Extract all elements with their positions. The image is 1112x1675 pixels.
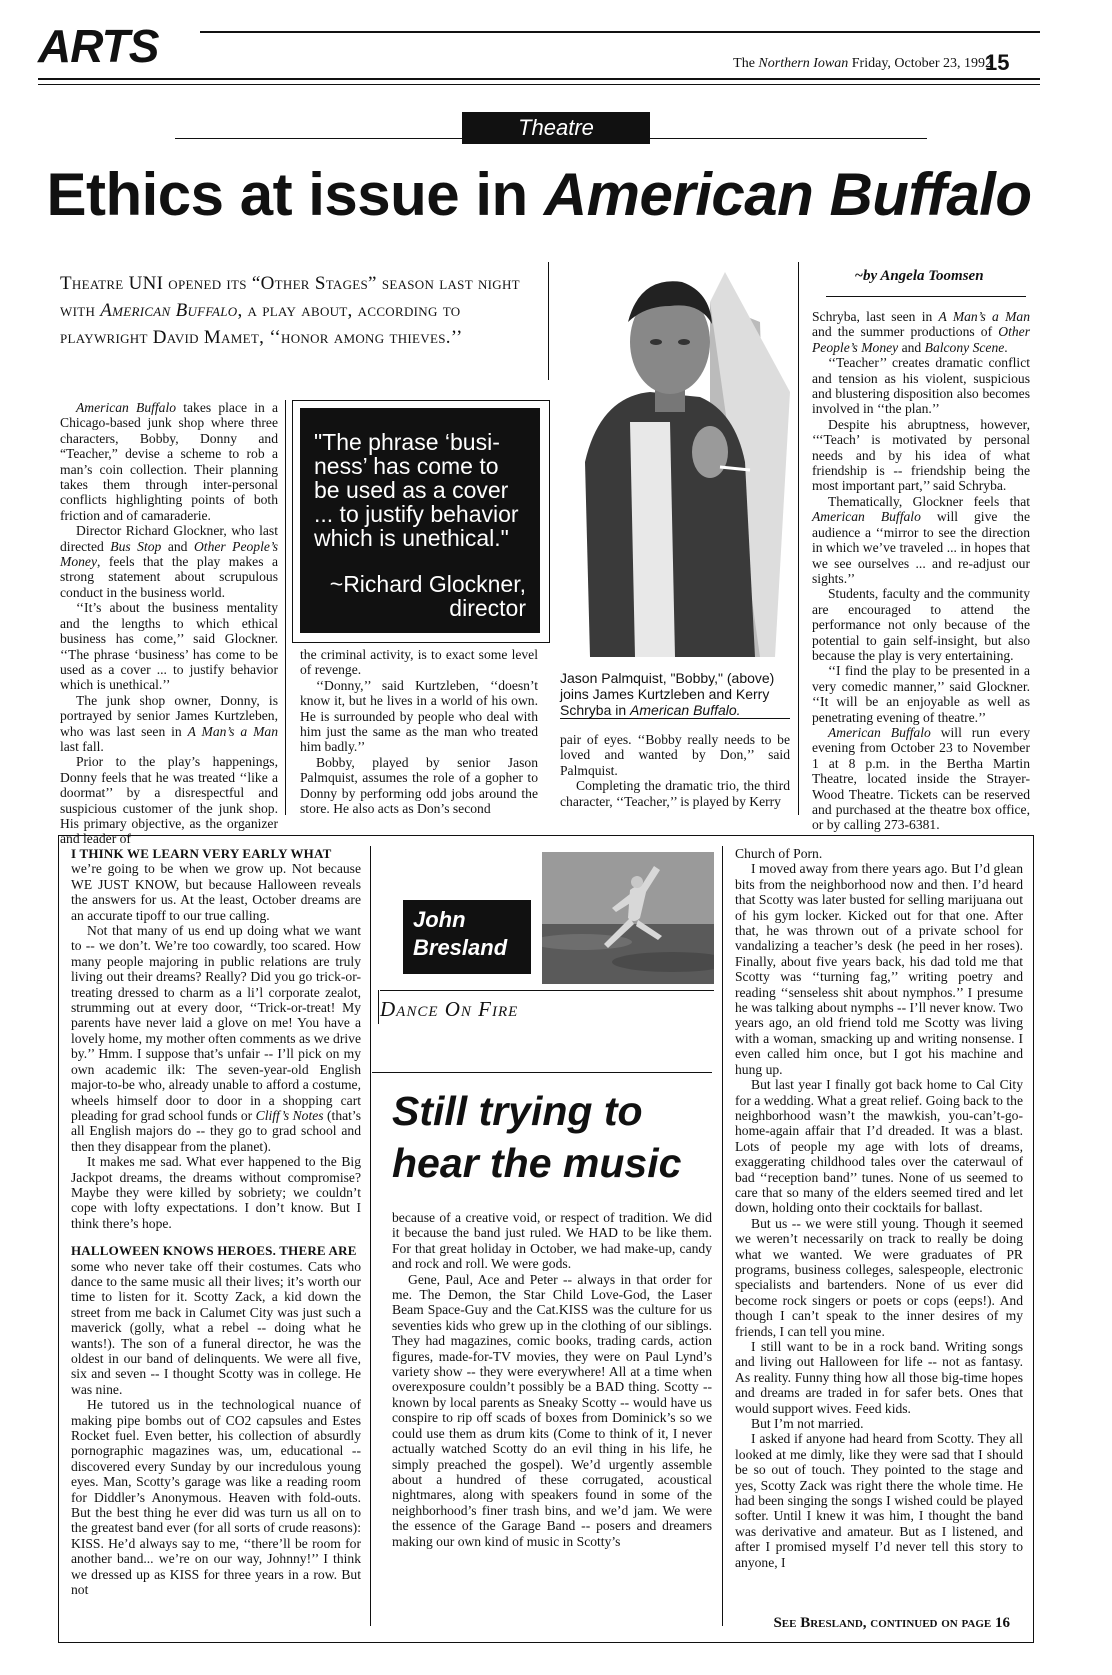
section-title: ARTS <box>38 20 159 72</box>
paragraph: because of a creative void, or respect of tradition. We did it because the band just ruled. We HAD to be like them. For that great holiday in October, we had make-up, candy and rock and roll. We were gods. <box>392 1210 712 1272</box>
paragraph: I asked if anyone had heard from Scotty. They all looked at me dimly, like they were sad that I should be so out of touch. They pointed to the stage and yes, Scotty Zack was right there the whole time. He had been singing the songs I wished could be played softer. Until I knew it was him, I thought the band was derivative and amateur. But as I listened, and after I promised myself I’d never tell this story to anyone, I <box>735 1431 1023 1570</box>
pull-quote-text: "The phrase ‘busi-ness’ has come to be used as a cover ... to justify behavior which is unethical." <box>314 429 519 551</box>
column-rule <box>548 262 549 380</box>
column-rule <box>285 400 286 815</box>
column-name: Dance On Fire <box>380 997 519 1021</box>
paragraph: American Buffalo will run every evening from October 23 to November 1 at 8 p.m. in the Bertha Martin Theatre, located inside the Strayer-Wood Theatre. Tickets can be reserved and purchased at the theatre box office, or by calling 273-6381. <box>812 724 1030 833</box>
actor-photo <box>560 262 790 657</box>
column-name-rule <box>380 990 714 991</box>
theatre-column-2 <box>300 647 538 816</box>
paragraph: It makes me sad. What ever happened to the Big Jackpot dreams, the dreams without compromise? Maybe they were killed by sobriety; we couldn’t cope with lofty expectations. I don’t know. But I think there’s hope. <box>71 1154 361 1231</box>
theatre-column-3 <box>560 732 790 809</box>
paragraph: some who never take off their costumes. Cats who dance to the same music all their lives; it’s worth our time to listen for it. Scotty Zack, a kid down the street from me back in Calumet City was just such a maverick (golly, what a rebel -- doing what he wants!). The son of a funeral director, he was the oldest in our band of delinquents. We were all five, six and seven -- I thought Scotty was in college. He was nine. <box>71 1258 361 1397</box>
column-rule <box>722 846 723 1626</box>
theatre-deck: Theatre UNI opened its “Other Stages” season last night with American Buffalo, a play about, according to playwright David Mamet, ‘‘honor among thieves.’’ <box>60 273 520 348</box>
paragraph: Bobby, played by senior Jason Palmquist, assumes the role of a gopher to Donny by performing odd jobs around the store. He also acts as Don’s second <box>300 754 538 817</box>
photo-caption: Jason Palmquist, "Bobby," (above) joins James Kurtzleben and Kerry Schryba in American Buffalo. <box>560 670 775 718</box>
bresland-column-1 <box>71 846 361 1598</box>
byline: ~by Angela Toomsen <box>854 268 984 284</box>
dancer-in-field-photo <box>542 852 714 984</box>
paragraph: ‘‘It’s about the business mentality and the lengths to which ethical business has come,’’ said Glockner. ‘‘The phrase ‘business’ has come to be used as a cover ... to justify behavior which is unethical.’’ <box>60 600 278 693</box>
paragraph: Students, faculty and the community are encouraged to attend the performance not only because of the potential to gain self-insight, but also because the play is very entertaining. <box>812 586 1030 663</box>
byline-rule <box>826 296 1026 297</box>
bresland-column-3 <box>735 846 1023 1570</box>
paragraph: ‘‘Donny,’’ said Kurtzleben, ‘‘doesn’t know it, but he lives in a world of his own. He is surrounded by people who deal with him just the same as the man who treated him badly.’’ <box>300 677 538 755</box>
paragraph: ‘‘Teacher’’ creates dramatic conflict and tension as his violent, suspicious and blustering disposition also becomes involved in ‘‘the plan.’’ <box>812 355 1030 417</box>
column-headline: Still trying to hear the music <box>392 1088 682 1186</box>
masthead: The Northern Iowan Friday, October 23, 1992 <box>733 56 992 71</box>
caption-rule <box>560 718 790 719</box>
paragraph: the criminal activity, is to exact some level of revenge. <box>300 647 538 678</box>
lead-in-1: I THINK WE LEARN VERY EARLY WHAT <box>71 846 332 861</box>
paragraph: Completing the dramatic trio, the third character, ‘‘Teacher,’’ is played by Kerry <box>560 778 790 809</box>
paragraph: Not that many of us end up doing what we want to -- we don’t. We’re too cowardly, too scared. How many people majoring in public relations are truly living out their dreams? Really? Did you go trick-or-treating dressed to charm as a li’l corporate zealot, strumming out at every door, ‘‘Trick-or-treat! My parents have never laid a glove on me! You have a lovely home, my mother often comments as we drive by.’’ Hmm. I suppose that’s unfair -- I’ll pick on my own academic ilk: The seven-year-old English major-to-be who, already unable to afford a costume, wheels himself door to door in a shopping cart pleading for grad school funds or Cliff’s Notes (that’s all English majors do -- they go to grad school and then they disappear from the planet). <box>71 923 361 1154</box>
dancer-photo <box>542 852 714 984</box>
header-rule <box>200 31 1040 33</box>
paragraph: Thematically, Glockner feels that American Buffalo will give the audience a ‘‘mirror to see the direction in which we’ve traveled ... in hopes that we see ourselves ... and re-adjust our sights.’’ <box>812 493 1030 586</box>
paragraph: Director Richard Glockner, who last directed Bus Stop and Other People’s Money, feels that the play makes a strong statement about scrupulous conduct in the business world. <box>60 523 278 600</box>
continued-line: See Bresland, continued on page 16 <box>773 1615 1010 1631</box>
theatre-headline: Ethics at issue in American Buffalo <box>46 161 1032 228</box>
page-number: 15 <box>985 50 1010 75</box>
paragraph: The junk shop owner, Donny, is portrayed by senior James Kurtzleben, who was last seen in A Man’s a Man last fall. <box>60 692 279 754</box>
paragraph: But I’m not married. <box>751 1416 864 1432</box>
column-rule <box>798 262 799 815</box>
column-rule <box>370 846 371 1626</box>
lead-in-2: HALLOWEEN KNOWS HEROES. THERE ARE <box>71 1243 357 1259</box>
paragraph: Prior to the play’s happenings, Donny feels that he was treated ‘‘like a doormat’’ by a disrespectful and suspicious customer of the junk shop. His primary objective, as the organizer and leader of <box>60 754 278 847</box>
paragraph: we’re going to be when we grow up. Not because WE JUST KNOW, but because Halloween reveals the answers for us. At the least, October dreams are an accurate tipoff to our true calling. <box>71 861 361 923</box>
paragraph: He tutored us in the technological nuance of making pipe bombs out of CO2 capsules and Estes Rocket fuel. Even better, his collection of absurdly pornographic magazines was, um, educational -- discovered every Sunday by our incredulous young eyes. Man, Scotty’s garage was like a reading room for Diddler’s Anonymous. Heaven with fold-outs. But the best thing he ever did was turn us all on to the greatest band ever (for all sorts of crude reasons): KISS. He’d always say to me, ‘‘there’ll be room for another band... we’re on our way, Johnny!’’ I think we dressed up as KISS for three years in a row. But not <box>71 1397 361 1598</box>
bresland-column-2 <box>392 1210 712 1549</box>
paragraph: Gene, Paul, Ace and Peter -- always in that order for me. The Demon, the Star Child Love-God, the Laser Beam Space-Guy and the Cat.KISS was the culture for us seventies kids who grew up in the clothing of our siblings. They had magazines, comic books, trading cards, action figures, made-for-TV movies, they were on Paul Lynd’s variety show -- they were everywhere! All at a time when overexposure couldn’t possibly be a BAD thing. Scotty -- known by local parents as Sneaky Scotty -- would have us conspire to rip off scads of boxes from Dominick’s so we could use them as drum kits (Come to think of it, I never actually watched Scotty do an evil thing in his life, he simply preached the gospel). We’d urgently assemble about a hundred of these corrugated, acoustical nightmares, along with speakers found in some of the neighborhood’s finer trash bins, and we’d jam. We were the essence of the Garage Band -- posers and dreamers making our own kind of music in Scotty’s <box>392 1271 712 1549</box>
paragraph: American Buffalo takes place in a Chicago-based junk shop where three characters, Bobby, Donny and “Teacher,” devise a scheme to rob a man’s coin collection. Their planning takes them through inter-personal conflicts highlighting points of both friction and of camaraderie. <box>60 400 278 523</box>
header-rule <box>38 84 1040 85</box>
columnist-name: John Bresland <box>403 900 531 974</box>
pull-quote-attribution: ~Richard Glockner, director <box>329 571 526 621</box>
paragraph: I still want to be in a rock band. Writing songs and living out Halloween for life -- not as fantasy. As reality. Funny thing how all those big-time hopes and dreams are traded in for safer bets. Ones that would support wives. Feed kids. <box>735 1339 1023 1416</box>
header-rule <box>38 78 1040 80</box>
theatre-column-1 <box>60 400 278 847</box>
paragraph: I moved away from there years ago. But I’d glean bits from the neighborhood now and then. I’d heard that Scotty was later busted for selling marijuana out of his gym locker. Kicked out for that one. After that, he was thrown out of a private school for vandalizing a teacher’s desk (he peed in her roses). Finally, about five years back, his dad told me that Scotty was ‘‘turning fag,’’ writing poetry and reading ‘‘senseless shit about nymphos.’’ I presume he was talking about nymphs -- I’ll never know. Two years ago, an old friend told me Scotty was living with a woman, smacking up and writing nonsense. I even called him once, but I got his machine and hung up. <box>735 861 1023 1077</box>
paragraph: But last year I finally got back home to Cal City for a wedding. What a great relief. Going back to the neighborhood wasn’t the mawkish, you-can’t-go-home-again affair that I’d dreaded. It was a blast. Lots of people my age with lots of dreams, exaggerating childhood tales over the caterwaul of bad ‘‘reception band’’ tunes. None of us seemed to care that so many of the elders seemed tired and let down, holding onto their cocktails for ballast. <box>735 1077 1023 1216</box>
theatre-kicker: Theatre <box>462 112 650 144</box>
paragraph: ‘‘I find the play to be presented in a very comedic manner,’’ said Glockner. ‘‘It will be an enjoyable as well as penetrating evening of theatre.’’ <box>812 663 1030 725</box>
paragraph: Despite his abruptness, however, ‘‘‘Teach’ is motivated by personal needs and by his idea of what friendship is -- friendship being the most important part,’’ said Schryba. <box>812 416 1030 494</box>
headline-rule <box>372 1072 712 1073</box>
paragraph: But us -- we were still young. Though it seemed we weren’t necessarily on track to really be doing what we wanted. We were graduates of PR programs, business colleges, salespeople, electronic specialists and bartenders. None of us ever did become rock singers or poets or cops (eeps!). And though I can’t speak to the inner desires of my friends, I can tell you mine. <box>735 1215 1023 1339</box>
column-name-rule <box>378 990 379 1024</box>
paragraph: Schryba, last seen in A Man’s a Man and the summer productions of Other People’s Money and Balcony Scene. <box>812 309 1030 355</box>
pull-quote <box>300 408 540 633</box>
actor-portrait-photo <box>560 262 790 657</box>
paragraph: Church of Porn. <box>735 846 823 861</box>
paragraph: pair of eyes. ‘‘Bobby really needs to be loved and wanted by Don,’’ said Palmquist. <box>560 732 790 778</box>
theatre-column-4 <box>812 309 1030 833</box>
